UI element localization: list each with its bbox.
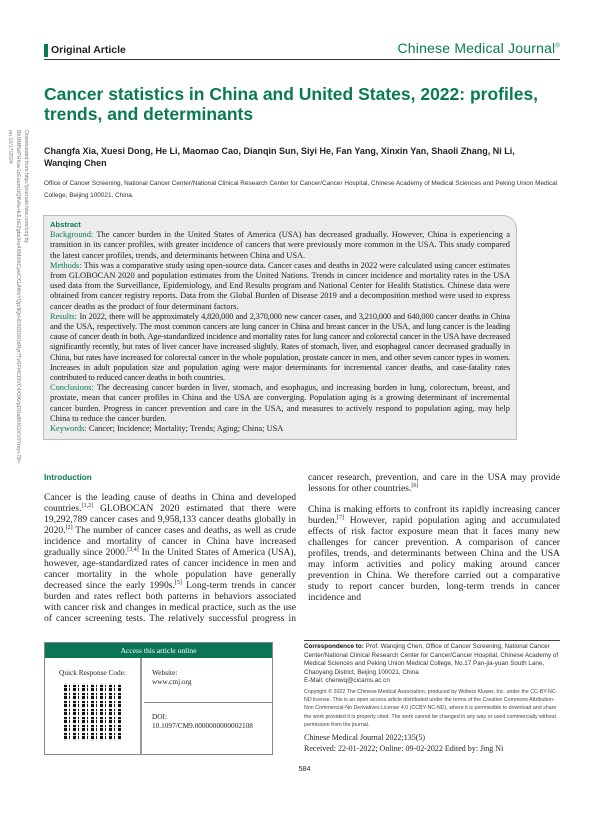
correspondence-label: Correspondence to:: [304, 643, 364, 650]
download-watermark: Downloaded from http://journals.lww.com/cmj by BhDMf5ePHKav1zEoum1tQfN4a+kJLhEZgbsIHo4XMi0hCywCX1AWnYQp/IlQrHD3i3D0OdRyi7TvSFl4Cf3VC4/OAVpDDa8KKGKV0Ymy+78= on 10/17/2024: [7, 130, 29, 464]
text: Cancer is the leading cause of deaths in China and developed countries.: [44, 492, 296, 514]
abstract-background: [50, 230, 510, 261]
text: In 2022, there will be approximately 4,820,000 and 2,370,000 new cancer cases, and 3,210,000 and 640,000 cancer deaths in China and the USA, respectively. The most common cancers are lung cancer in China and breast cancer in the USA, and lung cancer is the leading cause of cancer death in both. Age-standardized incidence and mortality rates for lung cancer and colorectal cancer in the USA have decreased significantly recently, but rates of liver cancer have increased slightly. Rates of stomach, liver, and esophageal cancer decreased gradually in China, but rates have increased for colorectal cancer in the whole population, prostate cancer in men, and other seven cancer types in women. Increases in adult population size and population aging were major determinants for incremental cancer deaths, and case-fatality rates contributed to reduced cancer deaths in both countries.: [50, 311, 510, 383]
correspondence-email[interactable]: E-Mail: chenwq@cicams.ac.cn: [304, 677, 390, 685]
text: This was a comparative study using open-source data. Cancer cases and deaths in 2022 were calculated using cancer estimates from GLOBOCAN 2020 and population estimates from the United Nations. Trends in cancer incidence and mortality rates in the USA used data from the Surveillance, Epidemiology, and End Results program and National Center for Health Statistics. Chinese data were obtained from cancer registry reports. Data from the Global Burden of Disease 2019 and a decomposition method were used to express cancer deaths as the product of four determinant factors.: [50, 260, 510, 311]
received-dates: Received: 22-01-2022; Online: 09-02-2022 Edited by: Jing Ni: [304, 744, 504, 753]
journal-citation: Chinese Medical Journal 2022;135(5): [304, 733, 426, 742]
text: Cancer; Incidence; Mortality; Trends; Aging; China; USA: [88, 424, 284, 434]
doi-section: [144, 703, 272, 739]
page-number: 584: [298, 766, 311, 773]
text: In the United States of America (USA), however, age-standardized rates of cancer incidence in men and cancer mortality in the whole population have generally decreased since the early 1990s.: [44, 547, 297, 591]
citation-link[interactable]: [2]: [65, 524, 73, 531]
website-label: Website:: [152, 668, 178, 677]
citation-link[interactable]: [7]: [337, 514, 345, 521]
text: Long-term trends in cancer burden and rates reflect both patterns in behaviors associated with cancer risk and changes in medical practice, such as the use of cancer screening tests. The relatively successful progress in cancer research, prevention, and care in the USA may provide lessons for other countries.: [44, 472, 560, 624]
doi-link[interactable]: 10.1097/CM9.0000000000002108: [152, 721, 253, 730]
abstract-results: [50, 312, 510, 383]
journal-name: Chinese Medical Journal: [397, 40, 556, 56]
qr-section: [45, 658, 142, 754]
text: The decreasing cancer burden in liver, stomach, and esophagus, and increasing burden in lung, colorectum, breast, and prostate, mean that cancer profiles in China and the USA are converging. Population aging is a growing determinant of incremental cancer burden. Progress in cancer prevention and care in the USA, and measures to actively respond to population aging, may help China to reduce the cancer burden.: [50, 383, 510, 423]
text: GLOBOCAN 2020 estimated that there were 19,292,789 cancer cases and 9,958,133 cancer deaths globally in 2020.: [44, 503, 296, 536]
text: The cancer burden in the United States of America (USA) has decreased gradually. However, China is experiencing a transition in its cancer profiles, with greater incidence of cancers that were previously more common in the USA. This study compared the latest cancer profiles, trends, and determinants between China and USA.: [50, 230, 510, 260]
citation-link[interactable]: [1,2]: [81, 502, 94, 509]
doi-label: DOI:: [152, 712, 167, 721]
abstract-box: [43, 215, 517, 440]
label: Methods:: [50, 260, 82, 270]
author-list: Changfa Xia, Xuesi Dong, He Li, Maomao Cao, Dianqin Sun, Siyi He, Fan Yang, Xinxin Yan, Shaoli Zhang, Ni Li, Wanqing Chen: [44, 146, 515, 168]
article-title: Cancer statistics in China and United States, 2022: profiles, trends, and determinants: [44, 84, 539, 124]
text: The number of cancer cases and deaths, as well as crude incidence and mortality of cancer in China have increased gradually since 2000.: [44, 525, 296, 558]
citation-link[interactable]: [3,4]: [127, 546, 139, 553]
journal-logo: [397, 40, 560, 56]
access-article-box: [44, 642, 273, 755]
text: China is making efforts to confront its rapidly increasing cancer burden.: [308, 504, 560, 526]
label: Results:: [50, 311, 77, 321]
affiliation: Office of Cancer Screening, National Cancer Center/National Clinical Research Center for Cancer/Cancer Hospital, Chinese Academy of Medical Sciences and Peking Union Medical College, Beijing 100021, China.: [44, 180, 558, 199]
abstract-keywords: [50, 424, 510, 434]
label: Conclusions:: [50, 383, 94, 393]
section-label: Original Article: [44, 44, 126, 57]
citation-link[interactable]: [5]: [174, 579, 182, 586]
introduction-section: [44, 472, 560, 632]
abstract-methods: [50, 261, 510, 312]
text: However, rapid population aging and accumulated effects of risk factor exposure mean that it faces many new challenges for cancer prevention. A comparison of cancer profiles, trends, and determinants between China and the USA may inform activities and policy making around cancer prevention in China. We therefore carried out a comparative study to report cancer burden, long-term trends in cancer incidence and: [308, 515, 560, 603]
section-heading-introduction: Introduction: [44, 473, 92, 482]
abstract-heading: Abstract: [50, 220, 81, 229]
correspondence-address: Prof. Wanqing Chen, Office of Cancer Screening, National Cancer Center/National Clinical Research Center for Cancer/Cancer Hospital, Chinese Academy of Medical Sciences and Peking Union Medical College, No.17 Pan-jia-yuan South Lane, Chaoyang District, Beijing 100021, China: [304, 643, 559, 676]
page-header: [44, 40, 560, 60]
registered-mark: ®: [555, 43, 560, 50]
copyright-notice: Copyright © 2022 The Chinese Medical Association, produced by Wolters Kluwer, Inc. under the CC-BY-NC-ND license. This is an open access article distributed under the terms of the Creative Commons Attribution-Non Commercial-No Derivatives License 4.0 (CCBY-NC-ND), where it is permissible to download and share the work provided it is properly cited. The work cannot be changed in any way or used commercially without permission from the journal.: [304, 689, 558, 728]
website-link[interactable]: www.cmj.org: [152, 677, 192, 686]
label: Background:: [50, 230, 94, 240]
qr-label: Quick Response Code:: [59, 668, 126, 677]
abstract-conclusions: [50, 383, 510, 424]
correspondence: [304, 640, 560, 686]
citation-info: [304, 732, 503, 754]
website-section: [144, 658, 272, 703]
label: Keywords:: [50, 424, 87, 434]
qr-code-icon[interactable]: [64, 683, 122, 741]
intro-paragraph-2: [308, 504, 560, 603]
citation-link[interactable]: [6]: [411, 482, 419, 489]
access-title: Access this article online: [45, 643, 272, 658]
